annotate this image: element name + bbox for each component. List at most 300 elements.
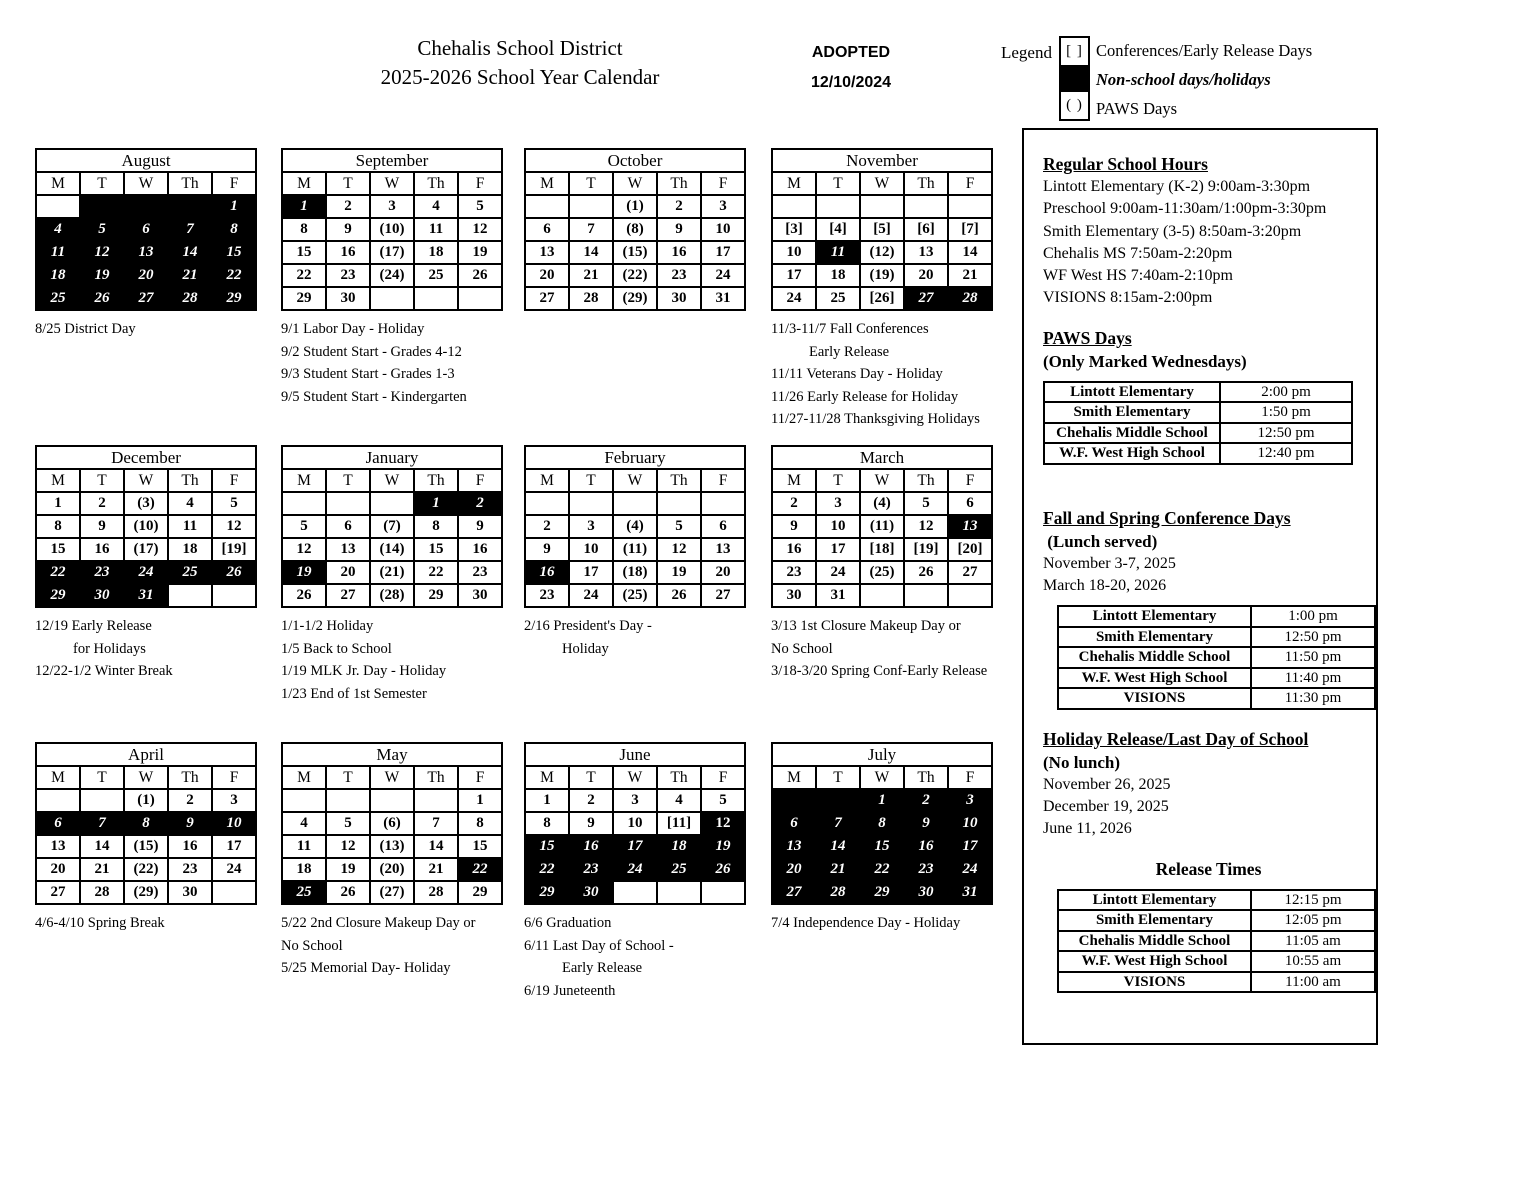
day-cell: 11 [282, 835, 326, 858]
day-header: F [948, 172, 992, 195]
day-cell: 9 [458, 515, 502, 538]
month-title: August [36, 149, 256, 172]
month-title: March [772, 446, 992, 469]
text-line: Preschool 9:00am-11:30am/1:00pm-3:30pm [1043, 200, 1327, 218]
day-cell: (29) [124, 881, 168, 904]
day-cell: 13 [326, 538, 370, 561]
day-cell: (22) [124, 858, 168, 881]
table-row [1058, 910, 1375, 931]
school-name: Smith Elementary [1058, 910, 1251, 931]
day-cell: 8 [282, 218, 326, 241]
day-cell: 13 [701, 538, 745, 561]
conference-times-table [1057, 605, 1376, 710]
day-cell: 19 [80, 264, 124, 287]
day-header: Th [414, 469, 458, 492]
day-cell: [18] [860, 538, 904, 561]
day-cell: 10 [212, 812, 256, 835]
document-title [320, 34, 720, 92]
day-cell: 2 [326, 195, 370, 218]
day-cell [282, 789, 326, 812]
october-calendar-table [524, 148, 746, 311]
black-square-symbol [1061, 65, 1088, 92]
day-cell [904, 195, 948, 218]
legend-nonschool-label: Non-school days/holidays [1095, 70, 1271, 89]
day-cell: 24 [948, 858, 992, 881]
day-cell: 9 [326, 218, 370, 241]
table-row [1058, 688, 1375, 709]
day-cell: 10 [772, 241, 816, 264]
day-cell: 19 [458, 241, 502, 264]
day-cell [701, 881, 745, 904]
march-calendar-table [771, 445, 993, 608]
day-cell: 30 [657, 287, 701, 310]
day-header: T [569, 172, 613, 195]
day-cell: 18 [168, 538, 212, 561]
day-cell: 5 [326, 812, 370, 835]
note-line: 1/19 MLK Jr. Day - Holiday [281, 663, 447, 679]
day-cell: 29 [860, 881, 904, 904]
month-february [524, 445, 776, 660]
day-cell: 6 [525, 218, 569, 241]
day-cell: (13) [370, 835, 414, 858]
note-line: 11/27-11/28 Thanksgiving Holidays [771, 411, 980, 427]
day-cell: 22 [212, 264, 256, 287]
conference-days-title: Fall and Spring Conference Days [1043, 507, 1291, 528]
day-cell: 12 [326, 835, 370, 858]
release-time: 11:00 am [1251, 972, 1375, 993]
day-cell: 24 [569, 584, 613, 607]
day-cell: 28 [168, 287, 212, 310]
day-cell: 19 [701, 835, 745, 858]
day-header: M [282, 766, 326, 789]
day-cell: 17 [613, 835, 657, 858]
table-row [1058, 951, 1375, 972]
day-cell: 12 [80, 241, 124, 264]
note-line: Holiday [562, 640, 609, 657]
day-cell: (25) [613, 584, 657, 607]
day-header: W [370, 766, 414, 789]
day-header: Th [168, 172, 212, 195]
day-header: T [80, 172, 124, 195]
day-cell: 23 [80, 561, 124, 584]
day-cell: 21 [948, 264, 992, 287]
day-cell: 22 [282, 264, 326, 287]
month-december [35, 445, 287, 683]
day-cell: 19 [657, 561, 701, 584]
day-cell: [4] [816, 218, 860, 241]
day-cell [282, 492, 326, 515]
release-time: 12:50 pm [1251, 627, 1375, 648]
day-cell [80, 789, 124, 812]
day-cell: 21 [168, 264, 212, 287]
text-line: Lintott Elementary (K-2) 9:00am-3:30pm [1043, 178, 1311, 195]
school-name: VISIONS [1058, 972, 1251, 993]
school-name: Chehalis Middle School [1044, 423, 1220, 444]
text-line: WF West HS 7:40am-2:10pm [1043, 267, 1233, 285]
day-cell [525, 492, 569, 515]
day-cell: (10) [370, 218, 414, 241]
day-cell: 4 [36, 218, 80, 241]
day-cell: 22 [860, 858, 904, 881]
text-line: Smith Elementary (3-5) 8:50am-3:20pm [1043, 222, 1302, 240]
day-cell [948, 195, 992, 218]
day-cell: 15 [36, 538, 80, 561]
note-line: 9/5 Student Start - Kindergarten [281, 388, 467, 405]
note-line: 9/1 Labor Day - Holiday [281, 321, 425, 337]
release-time: 1:00 pm [1251, 606, 1375, 627]
day-cell [80, 195, 124, 218]
day-header: W [124, 469, 168, 492]
day-cell: 11 [168, 515, 212, 538]
release-time: 2:00 pm [1220, 382, 1352, 403]
day-cell: 29 [414, 584, 458, 607]
day-header: F [948, 766, 992, 789]
day-cell: 28 [948, 287, 992, 310]
month-title: June [525, 743, 745, 766]
table-row [1058, 668, 1375, 689]
month-november [771, 148, 1023, 431]
day-cell: 23 [326, 264, 370, 287]
day-cell: 27 [701, 584, 745, 607]
day-cell: 6 [326, 515, 370, 538]
legend-label: Legend [1001, 43, 1052, 62]
day-header: F [458, 172, 502, 195]
school-name: W.F. West High School [1058, 951, 1251, 972]
day-cell: 24 [124, 561, 168, 584]
day-cell: 26 [458, 264, 502, 287]
note-line: 9/3 Student Start - Grades 1-3 [281, 366, 455, 382]
day-header: M [525, 766, 569, 789]
day-cell [124, 195, 168, 218]
day-cell [613, 881, 657, 904]
day-cell: 16 [569, 835, 613, 858]
day-cell: 9 [80, 515, 124, 538]
day-cell: 15 [414, 538, 458, 561]
day-cell: 23 [458, 561, 502, 584]
day-cell: 31 [124, 584, 168, 607]
day-cell: (15) [613, 241, 657, 264]
text-line: March 18-20, 2026 [1043, 577, 1167, 595]
day-cell: 12 [657, 538, 701, 561]
info-panel [1022, 128, 1378, 1045]
day-cell: 25 [168, 561, 212, 584]
day-cell: 24 [772, 287, 816, 310]
school-name: Lintott Elementary [1058, 606, 1251, 627]
day-cell: 1 [860, 789, 904, 812]
day-cell: 11 [36, 241, 80, 264]
note-line: 6/19 Juneteenth [524, 982, 616, 999]
day-cell: 20 [525, 264, 569, 287]
day-cell: 25 [657, 858, 701, 881]
day-cell: 29 [458, 881, 502, 904]
day-cell: 20 [701, 561, 745, 584]
regular-hours-title: Regular School Hours [1043, 154, 1208, 174]
note-line: 1/5 Back to School [281, 640, 392, 657]
day-cell [657, 492, 701, 515]
day-header: F [701, 469, 745, 492]
day-cell: 3 [569, 515, 613, 538]
paws-days-subtitle: (Only Marked Wednesdays) [1043, 351, 1247, 371]
day-cell: (24) [370, 264, 414, 287]
note-line: 3/13 1st Closure Makeup Day or [771, 618, 961, 634]
day-header: T [569, 766, 613, 789]
day-cell: 5 [80, 218, 124, 241]
day-cell: 2 [168, 789, 212, 812]
day-cell: 20 [326, 561, 370, 584]
month-january [281, 445, 533, 705]
day-cell: 8 [458, 812, 502, 835]
table-row [1058, 972, 1375, 993]
school-name: Chehalis Middle School [1058, 647, 1251, 668]
note-line: 8/25 District Day [35, 321, 136, 337]
day-cell: 23 [904, 858, 948, 881]
day-cell: 12 [701, 812, 745, 835]
month-title: July [772, 743, 992, 766]
day-cell: 21 [569, 264, 613, 287]
day-header: Th [168, 766, 212, 789]
day-cell: 15 [860, 835, 904, 858]
day-header: W [613, 172, 657, 195]
day-header: Th [657, 766, 701, 789]
note-line: 5/25 Memorial Day- Holiday [281, 960, 451, 976]
day-cell: 13 [36, 835, 80, 858]
month-may [281, 742, 533, 980]
day-cell [212, 881, 256, 904]
day-cell: 27 [36, 881, 80, 904]
note-line: 3/18-3/20 Spring Conf-Early Release [771, 663, 988, 679]
day-cell: 22 [525, 858, 569, 881]
day-cell: 5 [904, 492, 948, 515]
day-header: M [36, 766, 80, 789]
day-cell: 10 [701, 218, 745, 241]
note-line: 11/26 Early Release for Holiday [771, 388, 959, 405]
day-cell: 3 [816, 492, 860, 515]
day-cell: 30 [569, 881, 613, 904]
day-cell: 10 [948, 812, 992, 835]
day-cell: 5 [212, 492, 256, 515]
day-cell: 28 [816, 881, 860, 904]
day-cell: [5] [860, 218, 904, 241]
day-cell: 17 [701, 241, 745, 264]
day-cell: (15) [124, 835, 168, 858]
note-line: 11/3-11/7 Fall Conferences [771, 321, 929, 337]
day-cell: 16 [458, 538, 502, 561]
day-cell: (28) [370, 584, 414, 607]
day-header: T [816, 172, 860, 195]
day-cell: 23 [168, 858, 212, 881]
day-cell: (7) [370, 515, 414, 538]
note-line: 11/11 Veterans Day - Holiday [771, 366, 943, 382]
table-row [1058, 647, 1375, 668]
day-cell [326, 492, 370, 515]
day-header: F [212, 469, 256, 492]
day-cell: 17 [212, 835, 256, 858]
day-cell: 17 [569, 561, 613, 584]
day-cell: 23 [772, 561, 816, 584]
note-line: Early Release [562, 960, 643, 976]
day-header: W [370, 469, 414, 492]
month-notes [281, 912, 533, 980]
day-cell: [19] [212, 538, 256, 561]
legend [1001, 36, 1312, 123]
conference-days-subtitle: (Lunch served) [1043, 531, 1158, 551]
day-cell: [26] [860, 287, 904, 310]
note-line: No School [771, 640, 833, 657]
day-header: M [772, 469, 816, 492]
day-cell: 27 [948, 561, 992, 584]
day-cell: 31 [816, 584, 860, 607]
day-cell: 22 [36, 561, 80, 584]
month-notes [281, 615, 533, 705]
january-calendar-table [281, 445, 503, 608]
note-line: 1/23 End of 1st Semester [281, 685, 427, 702]
day-cell: 15 [458, 835, 502, 858]
day-header: W [860, 766, 904, 789]
day-cell: 21 [80, 858, 124, 881]
day-cell [816, 195, 860, 218]
day-cell [36, 789, 80, 812]
note-line: for Holidays [73, 640, 146, 657]
day-cell: 1 [36, 492, 80, 515]
month-notes [771, 615, 1023, 683]
day-cell: 28 [80, 881, 124, 904]
day-header: F [701, 172, 745, 195]
day-cell: 2 [772, 492, 816, 515]
day-cell: 30 [458, 584, 502, 607]
day-cell: 9 [525, 538, 569, 561]
day-cell [657, 881, 701, 904]
day-cell: 25 [36, 287, 80, 310]
day-cell: [11] [657, 812, 701, 835]
month-title: May [282, 743, 502, 766]
text-line: June 11, 2026 [1043, 820, 1132, 838]
day-cell: 1 [212, 195, 256, 218]
day-cell: (21) [370, 561, 414, 584]
day-cell: (11) [613, 538, 657, 561]
day-cell: 5 [701, 789, 745, 812]
day-cell: 7 [80, 812, 124, 835]
day-cell: 21 [414, 858, 458, 881]
note-line: Early Release [809, 343, 890, 360]
day-cell: 2 [569, 789, 613, 812]
legend-symbol-column [1059, 36, 1090, 121]
day-cell: 26 [701, 858, 745, 881]
month-title: October [525, 149, 745, 172]
day-cell: (11) [860, 515, 904, 538]
day-header: M [282, 172, 326, 195]
release-time: 11:40 pm [1251, 668, 1375, 689]
day-cell [168, 584, 212, 607]
day-cell: 6 [124, 218, 168, 241]
district-name: Chehalis School District [417, 36, 623, 60]
conference-dates [1043, 553, 1376, 598]
note-line: 9/2 Student Start - Grades 4-12 [281, 343, 462, 360]
day-cell: 4 [657, 789, 701, 812]
day-cell: 22 [414, 561, 458, 584]
day-cell: 14 [80, 835, 124, 858]
day-header: W [613, 766, 657, 789]
table-row [1058, 627, 1375, 648]
day-cell: (25) [860, 561, 904, 584]
day-header: T [80, 469, 124, 492]
september-calendar-table [281, 148, 503, 311]
day-cell: 14 [414, 835, 458, 858]
day-cell: 26 [212, 561, 256, 584]
day-cell: 9 [904, 812, 948, 835]
holiday-release-dates [1043, 774, 1376, 841]
day-cell: 14 [168, 241, 212, 264]
day-cell: 6 [948, 492, 992, 515]
day-cell: 8 [212, 218, 256, 241]
day-cell: 30 [168, 881, 212, 904]
day-cell: 24 [701, 264, 745, 287]
note-line: 12/22-1/2 Winter Break [35, 663, 173, 679]
day-cell: 27 [326, 584, 370, 607]
day-cell: 2 [458, 492, 502, 515]
adopted-stamp [766, 38, 936, 98]
note-line: 6/11 Last Day of School - [524, 937, 674, 954]
february-calendar-table [524, 445, 746, 608]
note-line: 4/6-4/10 Spring Break [35, 915, 165, 931]
day-cell: 27 [772, 881, 816, 904]
day-cell: (27) [370, 881, 414, 904]
note-line: 12/19 Early Release [35, 618, 152, 634]
day-cell [414, 287, 458, 310]
november-calendar-table [771, 148, 993, 311]
day-cell: 15 [282, 241, 326, 264]
release-times-section [1043, 857, 1376, 994]
day-cell: 29 [212, 287, 256, 310]
day-header: Th [414, 766, 458, 789]
day-cell [36, 195, 80, 218]
day-cell: 31 [701, 287, 745, 310]
day-cell: 24 [613, 858, 657, 881]
day-cell: 2 [904, 789, 948, 812]
text-line: December 19, 2025 [1043, 798, 1169, 816]
day-cell: 20 [36, 858, 80, 881]
day-cell: (4) [860, 492, 904, 515]
day-cell: 7 [816, 812, 860, 835]
december-calendar-table [35, 445, 257, 608]
day-cell: 9 [657, 218, 701, 241]
day-cell: 4 [168, 492, 212, 515]
day-cell: 5 [458, 195, 502, 218]
day-header: Th [904, 766, 948, 789]
day-header: M [282, 469, 326, 492]
day-cell: 3 [948, 789, 992, 812]
school-name: VISIONS [1058, 688, 1251, 709]
day-cell [569, 492, 613, 515]
day-cell: (20) [370, 858, 414, 881]
day-cell: 16 [904, 835, 948, 858]
day-cell: 13 [525, 241, 569, 264]
day-cell: 17 [772, 264, 816, 287]
day-cell: 11 [414, 218, 458, 241]
day-cell: (3) [124, 492, 168, 515]
school-name: Lintott Elementary [1044, 382, 1220, 403]
day-cell: 30 [80, 584, 124, 607]
day-cell [212, 584, 256, 607]
day-cell: (4) [613, 515, 657, 538]
legend-paws-label: PAWS Days [1095, 99, 1178, 118]
day-cell: 21 [816, 858, 860, 881]
day-cell: 12 [904, 515, 948, 538]
april-calendar-table [35, 742, 257, 905]
day-cell: 26 [80, 287, 124, 310]
day-cell: 1 [282, 195, 326, 218]
day-cell [326, 789, 370, 812]
text-line: November 3-7, 2025 [1043, 554, 1176, 572]
